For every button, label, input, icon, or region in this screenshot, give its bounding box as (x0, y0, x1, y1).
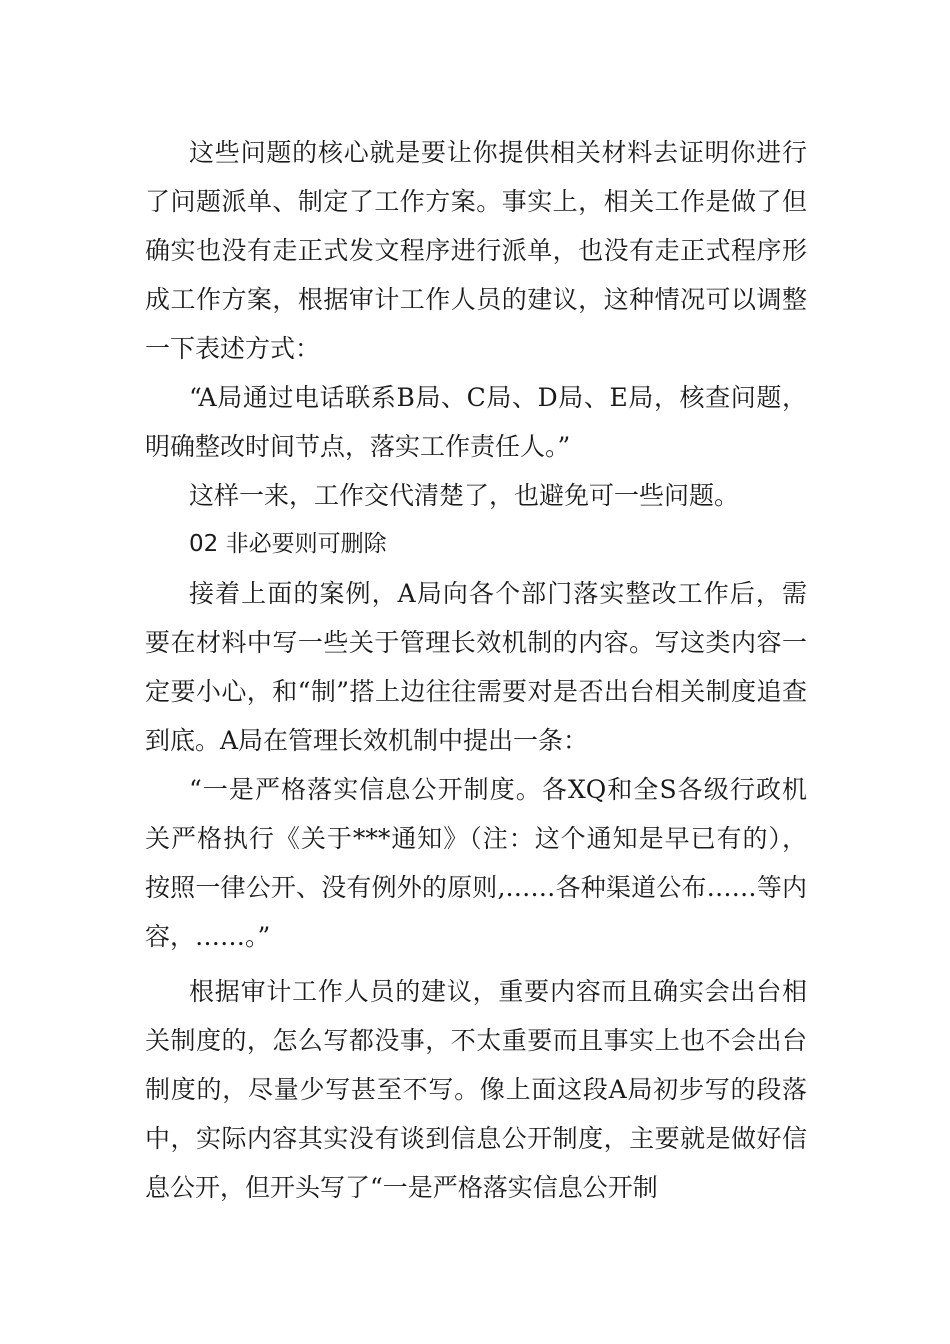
paragraph-auditor-advice: 根据审计工作人员的建议，重要内容而且确实会出台相关制度的，怎么写都没事，不太重要而且事实上也不会出台制度的，尽量少写甚至不写。像上面这段A局初步写的段落中，实际内容其实没有谈到信息公开制度，主要就是做好信息公开，但开头写了“一是严格落实信息公开制 (145, 977, 807, 1202)
paragraph-result: 这样一来，工作交代清楚了，也避免可一些问题。 (189, 481, 740, 510)
document-body (145, 128, 807, 1212)
paragraph-quote-mechanism: “一是严格落实信息公开制度。各XQ和全S各级行政机关严格执行《关于***通知》（注：这个通知是早已有的），按照一律公开、没有例外的原则,……各种渠道公布……等内容，……。” (145, 775, 807, 951)
section-heading: 02 非必要则可删除 (189, 531, 387, 557)
paragraph-quote-revised-wording: “A局通过电话联系B局、C局、D局、E局，核查问题，明确整改时间节点，落实工作责任人。” (145, 383, 807, 461)
paragraph-problem-core: 这些问题的核心就是要让你提供相关材料去证明你进行了问题派单、制定了工作方案。事实上，相关工作是做了但确实也没有走正式发文程序进行派单，也没有走正式程序形成工作方案，根据审计工作人员的建议，这种情况可以调整一下表述方式： (145, 138, 807, 363)
paragraph-case-continued: 接着上面的案例，A局向各个部门落实整改工作后，需要在材料中写一些关于管理长效机制的内容。写这类内容一定要小心，和“制”搭上边往往需要对是否出台相关制度追查到底。A局在管理长效机制中提出一条： (145, 579, 807, 755)
